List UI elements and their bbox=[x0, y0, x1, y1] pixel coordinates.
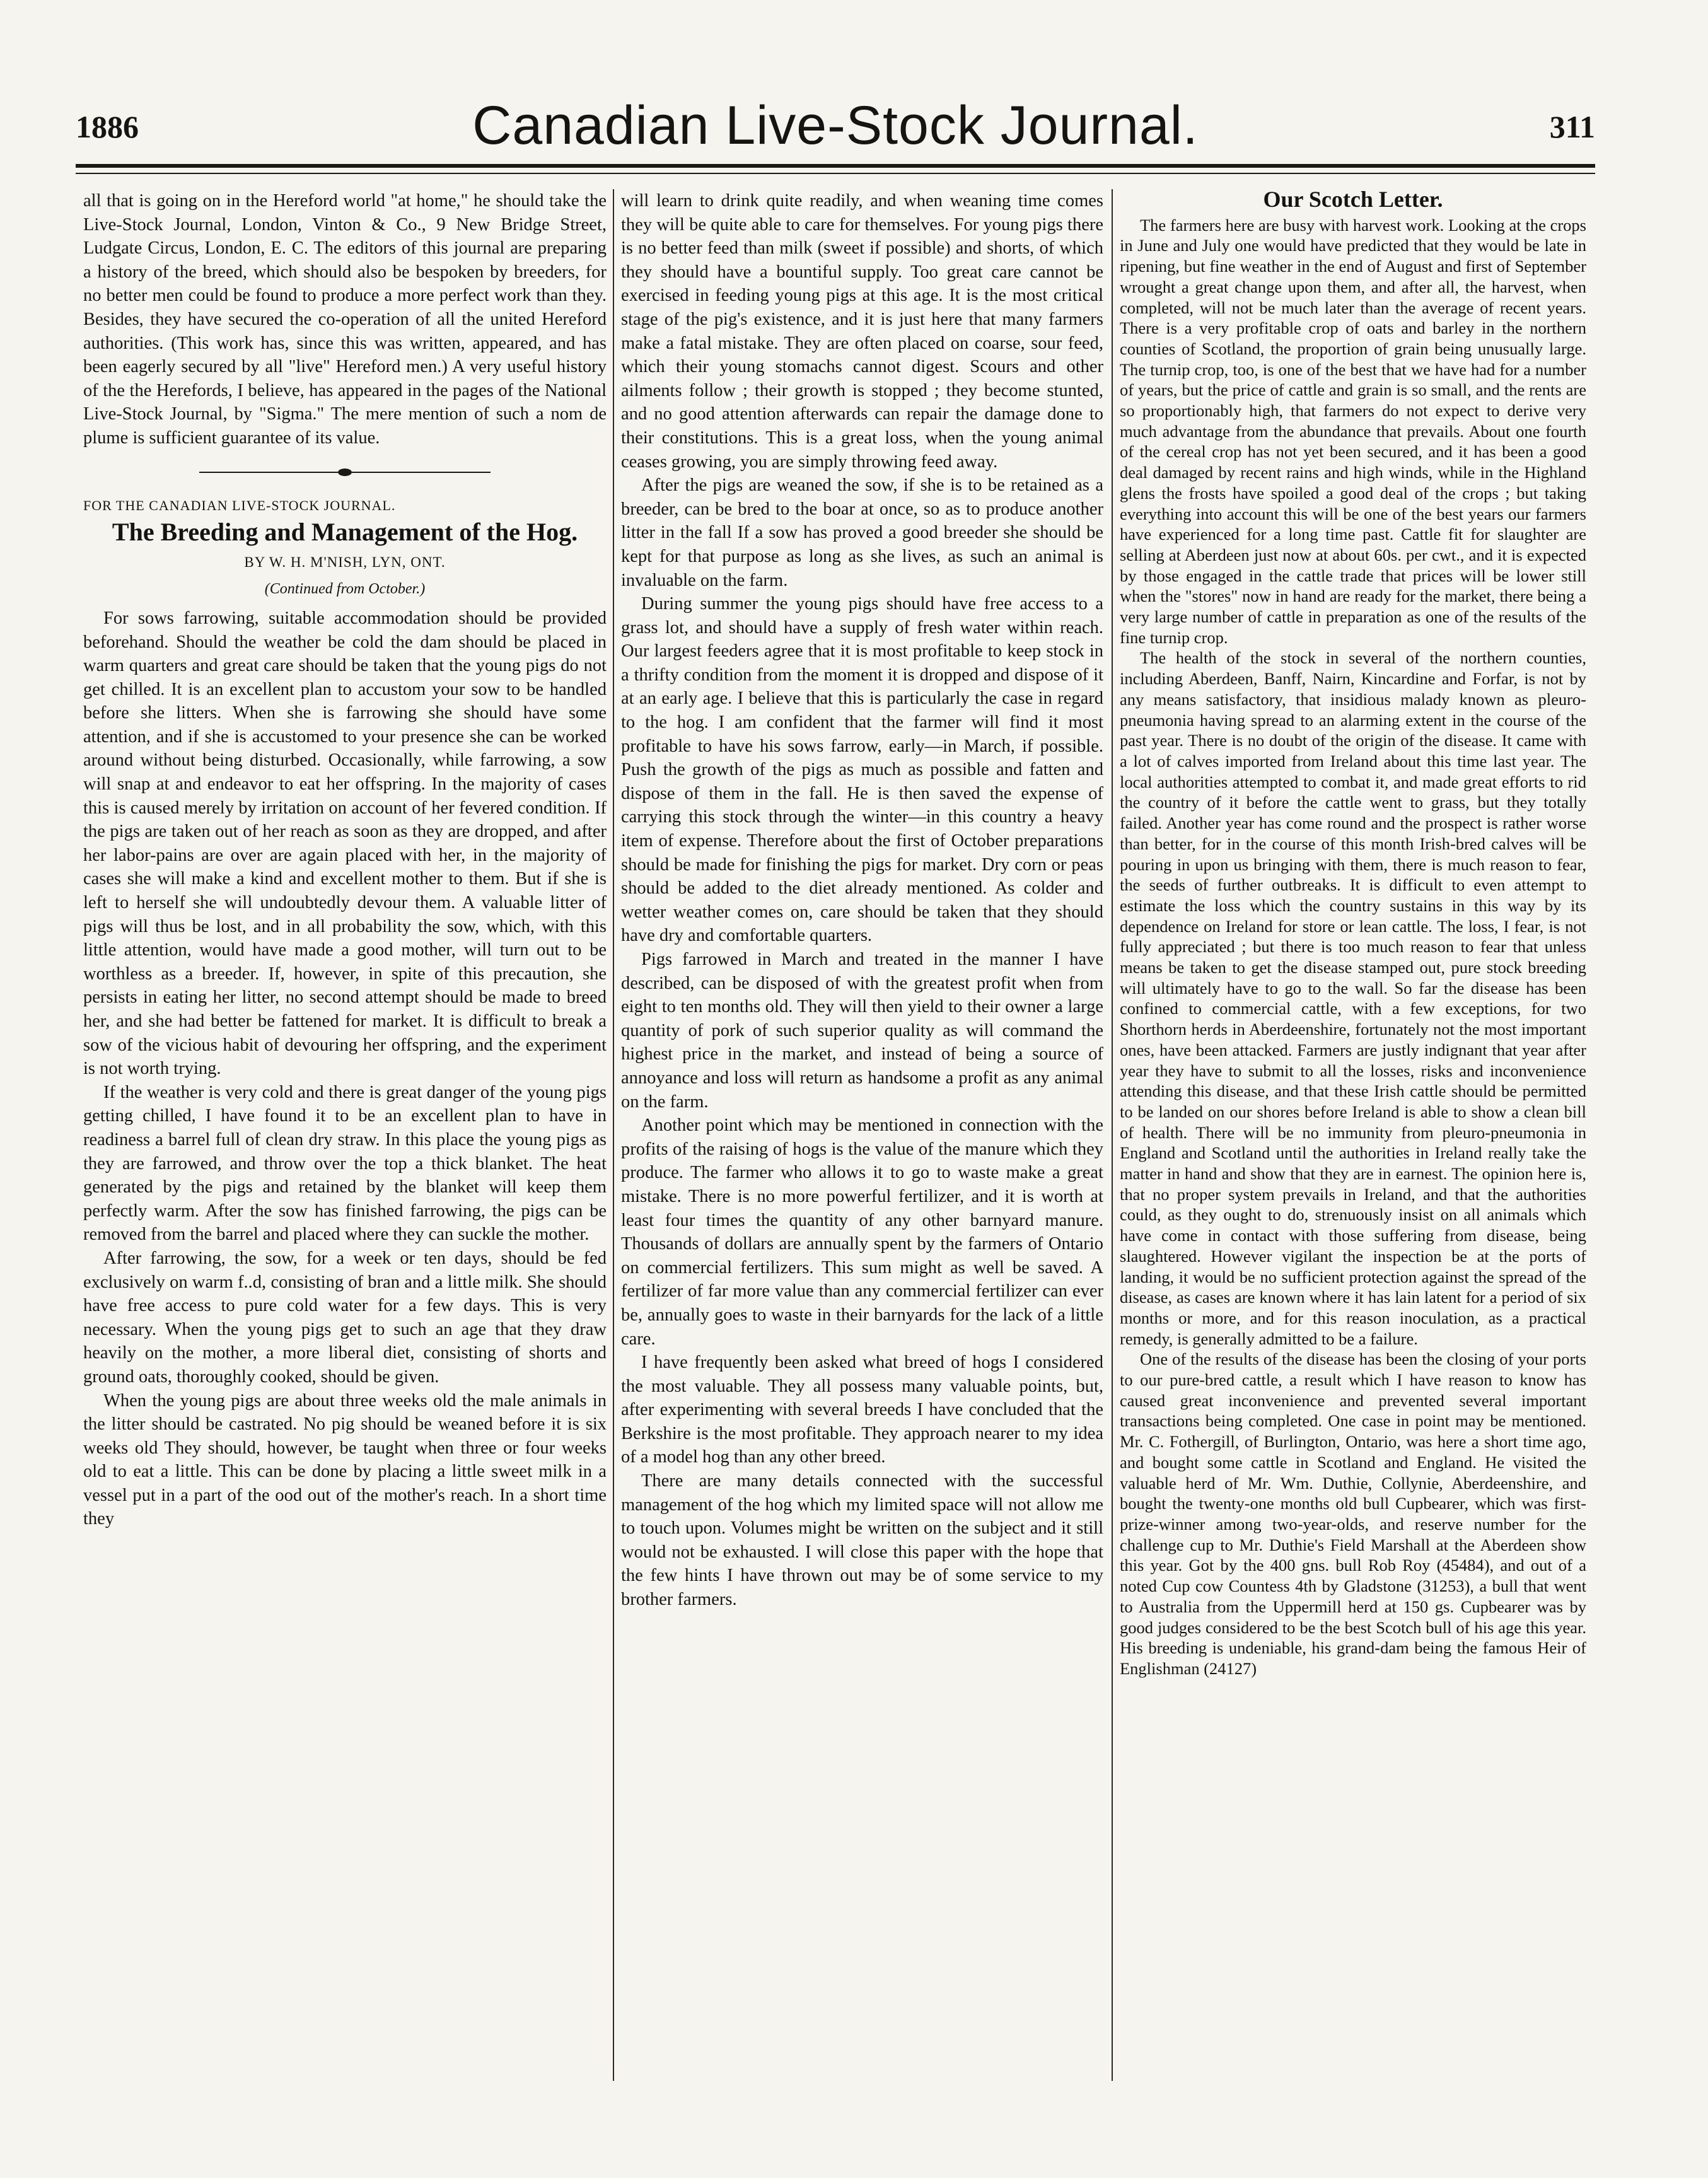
article-title: The Breeding and Management of the Hog. bbox=[112, 517, 578, 546]
header-year: 1886 bbox=[76, 109, 139, 144]
body-paragraph: The health of the stock in several of the northern counties, including Aberdeen, Banff, Nairn, Kincardine and Forfar, is not by any means satisfactory, that insidious malady known as pleuro-pneumonia having spread to an alarming extent in the course of the past year. There is no doubt of the origin of the disease. It came with a lot of calves imported from Ireland about this time last year. The local authorities attempted to combat it, and made great efforts to rid the country of it before the cattle went to grass, but they totally failed. Another year has come round and the prospect is rather worse than better, for in the course of this month Irish-bred calves will be pouring in upon us bringing with them, there is much reason to fear, the seeds of further outbreaks. It is difficult to even attempt to estimate the loss which the country sustains in this way by its dependence on Ireland for store or lean cattle. The loss, I fear, is not fully appreciated ; but there is too much reason to fear that unless means be taken to get the disease stamped out, pure stock breeding will ultimately have to go to the wall. So far the disease has been confined to commercial cattle, with a few exceptions, for two Shorthorn herds in Aberdeenshire, fortunately not the most important ones, have been attacked. Farmers are justly indignant that year after year they have to submit to all the losses, risks and inconvenience attending this disease, and that these Irish cattle should be permitted to be landed on our shores before Ireland is able to show a clean bill of health. There will be no immunity from pleuro-pneumonia in England and Scotland until the authorities in Ireland really take the matter in hand and show that they are in earnest. The opinion here is, that no proper system prevails in Ireland, and that the authorities could, as they ought to do, strenuously insist on all animals which have come in contact with those suffering from disease, being slaughtered. However vigilant the inspection be at the ports of landing, it would be no sufficient protection against the spread of the disease, as cases are known where it has lain latent for a period of six months or more, and for this reason inoculation, as a practical remedy, is generally admitted to be a failure. bbox=[1120, 648, 1586, 1348]
header-page-number: 311 bbox=[1549, 109, 1595, 144]
article-byline: BY W. H. M'NISH, LYN, ONT. bbox=[244, 554, 446, 570]
body-paragraph: There are many details connected with the successful management of the hog which my limited space will not allow me to touch upon. Volumes might be written on the subject and it still would not be exhausted. I will close this paper with the hope that the few hints I have thrown out may be of some service to my brother farmers. bbox=[621, 1471, 1103, 1610]
body-paragraph: will learn to drink quite readily, and when weaning time comes they will be quite able to care for themselves. For young pigs there is no better feed than milk (sweet if possible) and shorts, of which they should have a bountiful supply. Too great care cannot be exercised in feeding young pigs at this age. It is the most critical stage of the pig's existence, and it is just here that many farmers make a fatal mistake. They are often placed on coarse, sour feed, which their young stomachs cannot digest. Scours and other ailments follow ; their growth is stopped ; they become stunted, and no good attention afterwards can repair the damage done to their constitutions. This is a great loss, when the young animal ceases growing, you are simply throwing feed away. bbox=[621, 191, 1103, 472]
header-rule-thin bbox=[76, 173, 1595, 174]
source-line: FOR THE CANADIAN LIVE-STOCK JOURNAL. bbox=[83, 498, 396, 514]
continued-note: (Continued from October.) bbox=[264, 581, 426, 598]
body-paragraph: Another point which may be mentioned in connection with the profits of the raising of hogs is the value of the manure which they produce. The farmer who allows it to go to waste make a great mistake. There is no more powerful fertilizer, and it is worth at least four times the quantity of any other barnyard manure. Thousands of dollars are annually spent by the farmers of Ontario on commercial fertilizers. This sum might as well be saved. A fertilizer of far more value than any commercial fertilizer can ever be, annually goes to waste in their barnyards for the lack of a little care. bbox=[621, 1115, 1103, 1349]
body-paragraph: After farrowing, the sow, for a week or ten days, should be fed exclusively on warm f..d, consisting of bran and a little milk. She should have free access to pure cold water for a few days. This is very necessary. When the young pigs get to such an age that they draw heavily on the mother, a more liberal diet, consisting of shorts and ground oats, thoroughly cooked, should be given. bbox=[83, 1248, 607, 1387]
body-paragraph: After the pigs are weaned the sow, if she is to be retained as a breeder, can be bred to the boar at once, so as to produce another litter in the fall If a sow has proved a good breeder she should be kept for that purpose as long as she lives, as such an animal is invaluable on the farm. bbox=[621, 475, 1103, 590]
column-3 bbox=[1120, 189, 1586, 2094]
body-paragraph: One of the results of the disease has been the closing of your ports to our pure-bred cattle, a result which I have reason to know has caused great inconvenience and prevented several important transactions being completed. One case in point may be mentioned. Mr. C. Fothergill, of Burlington, Ontario, was here a short time ago, and bought some cattle in Scotland and England. He visited the valuable herd of Mr. Wm. Duthie, Collynie, Aberdeenshire, and bought the twenty-one months old bull Cupbearer, which was first-prize-winner among two-year-olds, and reserve number for the challenge cup to Mr. Duthie's Field Marshall at the Aberdeen show this year. Got by the 400 gns. bull Rob Roy (45484), and out of a noted Cup cow Countess 4th by Gladstone (31253), a bull that went to Australia from the Uppermill herd at 150 gs. Cupbearer was by good judges considered to be the best Scotch bull of his age this year. His breeding is undeniable, his grand-dam being the famous Heir of Englishman (24127) bbox=[1120, 1349, 1586, 1678]
body-paragraph: Pigs farrowed in March and treated in the manner I have described, can be disposed of with the greatest profit when from eight to ten months old. They will then yield to their owner a large quantity of pork of such superior quality as will command the highest price in the market, and instead of being a source of annoyance and loss will return as handsome a profit as any animal on the farm. bbox=[621, 950, 1103, 1112]
hereford-paragraph: all that is going on in the Hereford world "at home," he should take the Live-Stock Journal, London, Vinton & Co., 9 New Bridge Street, Ludgate Circus, London, E. C. The editors of this journal are preparing a history of the breed, which should also be bespoken by breeders, for no better men could be found to produce a more perfect work than they. Besides, they have secured the co-operation of all the united Hereford authorities. (This work has, since this was written, appeared, and has been eagerly secured by all "live" Hereford men.) A very useful history of the the Herefords, I believe, has appeared in the pages of the National Live-Stock Journal, by "Sigma." The mere mention of such a nom de plume is sufficient guarantee of its value. bbox=[83, 191, 607, 448]
body-paragraph: For sows farrowing, suitable accommodation should be provided beforehand. Should the weather be cold the dam should be placed in warm quarters and great care should be taken that the young pigs do not get chilled. It is an excellent plan to accustom your sow to be handled before she litters. When she is farrowing she should have some attention, and if she is accustomed to your presence she can be worked around without being disturbed. Occasionally, while farrowing, a sow will snap at and endeavor to eat her offspring. In the majority of cases this is caused merely by irritation on account of her fevered condition. If the pigs are taken out of her reach as soon as they are dropped, and after her labor-pains are over are again placed with her, in the majority of cases she will make a kind and excellent mother to them. But if she is left to herself she will undoubtedly devour them. A valuable litter of pigs will thus be lost, and in all probability the sow, which, with this little attention, would have made a good mother, will turn out to be worthless as a breeder. If, however, in spite of this precaution, she persists in eating her litter, no second attempt should be made to breed her, and she had better be fattened for market. It is difficult to break a sow of the vicious habit of devouring her offspring, and the experiment is not worth trying. bbox=[83, 608, 607, 1079]
body-paragraph: During summer the young pigs should have free access to a grass lot, and should have a supply of fresh water within reach. Our largest feeders agree that it is most profitable to keep stock in a thrifty condition from the moment it is dropped and dispose of it at an early age. I believe that this is particularly the case in regard to the hog. I am confident that the farmer will find it most profitable to have his sows farrow, early—in March, if possible. Push the growth of the pigs as much as possible and fatten and dispose of them in the fall. He is then saved the expense of carrying this stock through the winter—in this country a heavy item of expense. Therefore about the first of October preparations should be made for finishing the pigs for market. Dry corn or peas should be added to the diet already mentioned. As colder and wetter weather comes on, care should be taken that they should have dry and comfortable quarters. bbox=[621, 594, 1103, 946]
body-paragraph: If the weather is very cold and there is great danger of the young pigs getting chilled, I have found it to be an excellent plan to have in readiness a barrel full of clean dry straw. In this place the young pigs as they are farrowed, and throw over the top a thick blanket. The heat generated by the pigs and retained by the blanket will keep them perfectly warm. After the sow has finished farrowing, the pigs can be removed from the barrel and placed where they can suckle the mother. bbox=[83, 1082, 607, 1245]
header-title: Canadian Live-Stock Journal. bbox=[472, 95, 1199, 156]
column-divider-2 bbox=[1112, 189, 1113, 2081]
scotch-letter-title: Our Scotch Letter. bbox=[1263, 189, 1443, 212]
section-ornament bbox=[83, 459, 607, 483]
column-divider-1 bbox=[613, 189, 614, 2081]
column-2 bbox=[621, 189, 1103, 2094]
body-paragraph: I have frequently been asked what breed of hogs I considered the most valuable. They all possess many valuable points, but, after experimenting with several breeds I have concluded that the Berkshire is the most profitable. They approach nearer to my idea of a model hog than any other breed. bbox=[621, 1353, 1103, 1467]
body-paragraph: The farmers here are busy with harvest work. Looking at the crops in June and July one would have predicted that they would be late in ripening, but fine weather in the end of August and first of September wrought a great change upon them, and after all, the harvest, when completed, will not be much later than the average of recent years. There is a very profitable crop of oats and barley in the northern counties of Scotland, the proportion of grain being unusually large. The turnip crop, too, is one of the best that we have had for a number of years, but the price of cattle and grain is so small, and the rents are so proportionably high, that farmers do not expect to derive very much advantage from the abundance that prevails. About one fourth of the cereal crop has not yet been secured, and it has been a good deal damaged by recent rains and high winds, while in the Highland glens the frosts have spoiled a good deal of the crops ; but taking everything into account this will be one of the best years our farmers have experienced for a long time past. Cattle fit for slaughter are selling at Aberdeen just now at about 60s. per cwt., and it is expected by those engaged in the cattle trade that prices will be lower still when the "stores" now in hand are ready for the market, there being a very large number of cattle in preparation as one of the results of the fine turnip crop. bbox=[1120, 215, 1586, 647]
header-rule-thick bbox=[76, 164, 1595, 168]
body-paragraph: When the young pigs are about three weeks old the male animals in the litter should be castrated. No pig should be weaned before it is six weeks old They should, however, be taught when three or four weeks old to eat a little. This can be done by placing a little sweet milk in a vessel put in a part of the ood out of the mother's reach. In a short time they bbox=[83, 1390, 607, 1529]
column-1 bbox=[83, 189, 607, 2094]
masthead bbox=[76, 95, 1595, 164]
